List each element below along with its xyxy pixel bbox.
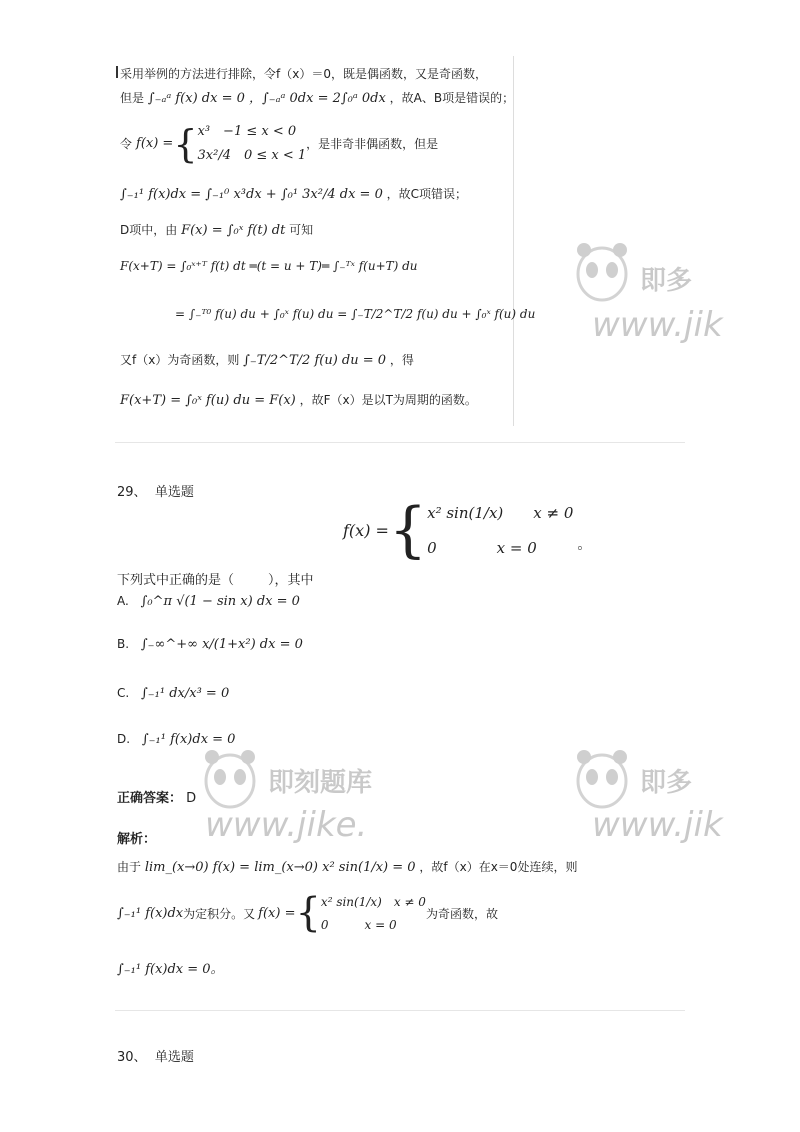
analysis-line-3: ∫₋₁¹ f(x)dx = 0。	[117, 962, 224, 977]
option-a[interactable]: A. ∫₀^π √(1 − sin x) dx = 0	[117, 594, 300, 609]
watermark-url: www.jike.	[205, 805, 368, 845]
divider	[115, 442, 685, 443]
option-b[interactable]: B. ∫₋∞^+∞ x/(1+x²) dx = 0	[117, 637, 303, 652]
correct-answer: 正确答案： D	[117, 791, 197, 806]
watermark-text: 即多	[640, 768, 693, 798]
panda-watermark-icon	[572, 238, 632, 308]
watermark-url: www.jik	[592, 305, 723, 345]
option-d[interactable]: D. ∫₋₁¹ f(x)dx = 0	[117, 732, 236, 747]
solution-line-6: F(x+T) = ∫₀ˣ⁺ᵀ f(t) dt ═(t = u + T)═ ∫₋ᵀˣ f(u+T) du	[120, 259, 418, 273]
watermark-text: 即多	[640, 266, 693, 296]
previous-solution	[115, 56, 536, 426]
left-brace: {	[295, 890, 321, 936]
solution-line-7: = ∫₋ᵀ⁰ f(u) du + ∫₀ˣ f(u) du = ∫₋T/2^T/2 f(u) du + ∫₀ˣ f(u) du	[175, 307, 536, 321]
panda-watermark-icon	[200, 745, 260, 815]
solution-line-8: 又f（x）为奇函数，则 ∫₋T/2^T/2 f(u) du = 0 ，得	[120, 353, 414, 368]
analysis-line-1: 由于 lim_(x→0) f(x) = lim_(x→0) x² sin(1/x) = 0 ，故f（x）在x＝0处连续，则	[117, 860, 578, 875]
question-30-header: 30、 单选题	[117, 1050, 194, 1065]
divider	[115, 1010, 685, 1011]
solution-line-9: F(x+T) = ∫₀ˣ f(u) du = F(x) ，故F（x）是以T为周期的函数。	[120, 393, 477, 408]
solution-line-2: 但是 ∫₋ₐᵃ f(x) dx = 0 ，∫₋ₐᵃ 0dx = 2∫₀ᵃ 0dx ，故A、B项是错误的；	[120, 91, 515, 106]
solution-line-3: 令 f(x) = { x³ −1 ≤ x < 0 3x²/4 0 ≤ x < 1 ，是非奇非偶函数，但是	[120, 122, 439, 166]
left-brace: {	[388, 495, 428, 565]
question-29-header: 29、 单选题	[117, 485, 194, 500]
watermark-text: 即刻题库	[268, 768, 373, 798]
solution-line-4: ∫₋₁¹ f(x)dx = ∫₋₁⁰ x³dx + ∫₀¹ 3x²/4 dx = 0 ，故C项错误；	[120, 187, 468, 202]
question-29-function-def: f(x) = { x² sin(1/x) x ≠ 0 0 x = 0 。	[343, 495, 592, 565]
analysis-label: 解析：	[117, 832, 157, 847]
solution-line-1: 采用举例的方法进行排除，令f（x）＝0，既是偶函数，又是奇函数，	[120, 67, 487, 81]
panda-watermark-icon	[572, 745, 632, 815]
analysis-line-2: ∫₋₁¹ f(x)dx 为定积分。又 f(x) = { x² sin(1/x) x ≠ 0 0 x = 0 为奇函数，故	[117, 890, 498, 936]
question-29-stem: 下列式中正确的是（ ），其中	[117, 573, 314, 588]
watermark-url: www.jik	[592, 805, 723, 845]
left-brace: {	[173, 122, 198, 166]
solution-line-5: D项中，由 F(x) = ∫₀ˣ f(t) dt 可知	[120, 223, 314, 238]
option-c[interactable]: C. ∫₋₁¹ dx/x³ = 0	[117, 686, 230, 701]
